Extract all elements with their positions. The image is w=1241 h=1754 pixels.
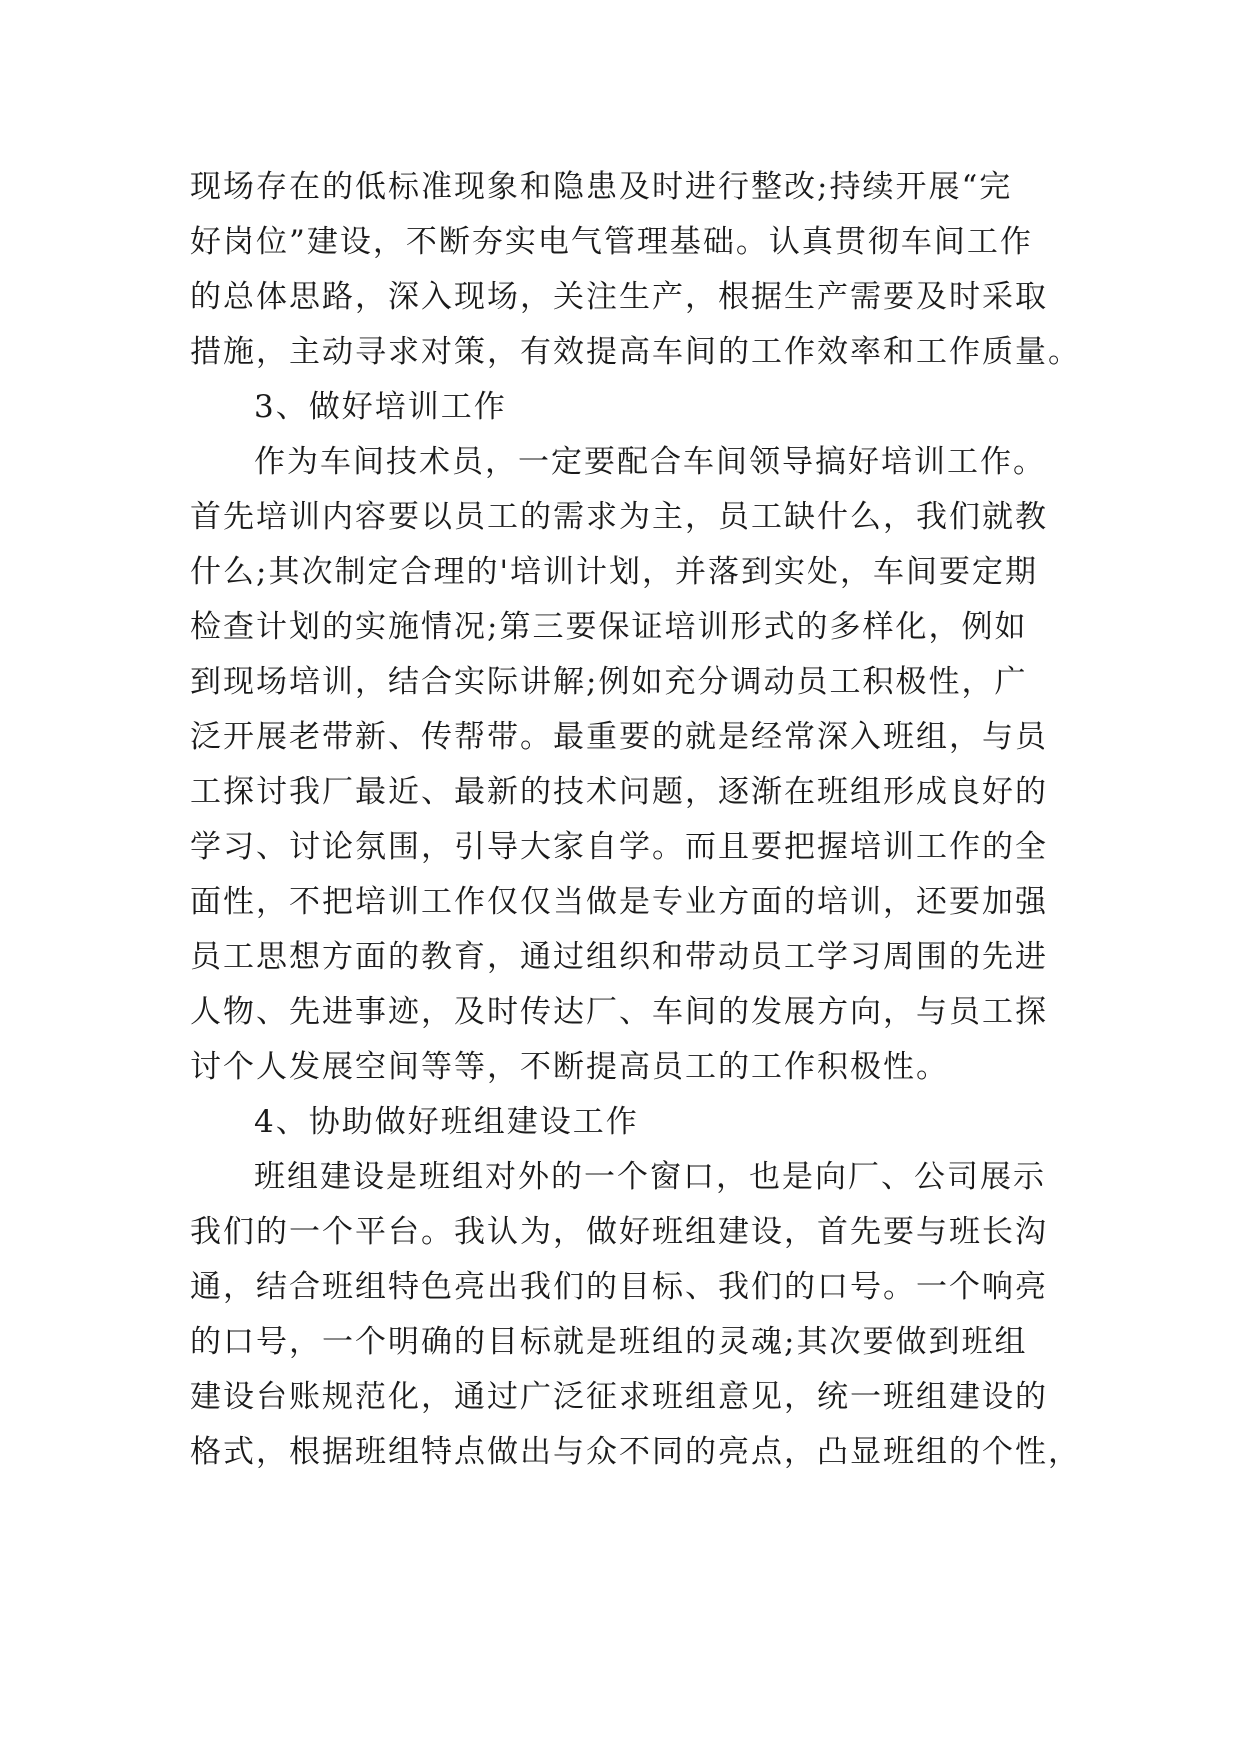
text-line: 作为车间技术员，一定要配合车间领导搞好培训工作。	[254, 444, 1046, 480]
text-line: 人物、先进事迹，及时传达厂、车间的发展方向，与员工探	[190, 994, 1048, 1030]
text-line: 班组建设是班组对外的一个窗口，也是向厂、公司展示	[254, 1159, 1046, 1195]
text-line: 现场存在的低标准现象和隐患及时进行整改;持续开展“完	[190, 169, 1013, 205]
text-line: 面性，不把培训工作仅仅当做是专业方面的培训，还要加强	[190, 884, 1048, 920]
text-line: 讨个人发展空间等等，不断提高员工的工作积极性。	[190, 1049, 949, 1085]
text-line: 泛开展老带新、传帮带。最重要的就是经常深入班组，与员	[190, 719, 1048, 755]
section-heading: 4、协助做好班组建设工作	[254, 1104, 639, 1140]
text-line: 到现场培训，结合实际讲解;例如充分调动员工积极性，广	[190, 664, 1028, 700]
section-heading: 3、做好培训工作	[254, 389, 507, 425]
text-line: 首先培训内容要以员工的需求为主，员工缺什么，我们就教	[190, 499, 1048, 535]
text-line: 学习、讨论氛围，引导大家自学。而且要把握培训工作的全	[190, 829, 1048, 865]
text-line: 的口号，一个明确的目标就是班组的灵魂;其次要做到班组	[190, 1324, 1028, 1360]
text-line: 通，结合班组特色亮出我们的目标、我们的口号。一个响亮	[190, 1269, 1048, 1305]
text-line: 员工思想方面的教育，通过组织和带动员工学习周围的先进	[190, 939, 1048, 975]
text-line: 什么;其次制定合理的'培训计划，并落到实处，车间要定期	[190, 554, 1038, 590]
text-line: 建设台账规范化，通过广泛征求班组意见，统一班组建设的	[190, 1379, 1048, 1415]
text-line: 格式，根据班组特点做出与众不同的亮点，凸显班组的个性，	[190, 1434, 1081, 1470]
document-body	[190, 160, 1081, 1480]
text-line: 措施，主动寻求对策，有效提高车间的工作效率和工作质量。	[190, 334, 1081, 370]
text-line: 检查计划的实施情况;第三要保证培训形式的多样化，例如	[190, 609, 1028, 645]
text-line: 的总体思路，深入现场，关注生产，根据生产需要及时采取	[190, 279, 1048, 315]
text-line: 好岗位”建设，不断夯实电气管理基础。认真贯彻车间工作	[190, 224, 1033, 260]
text-line: 我们的一个平台。我认为，做好班组建设，首先要与班长沟	[190, 1214, 1048, 1250]
text-line: 工探讨我厂最近、最新的技术问题，逐渐在班组形成良好的	[190, 774, 1048, 810]
